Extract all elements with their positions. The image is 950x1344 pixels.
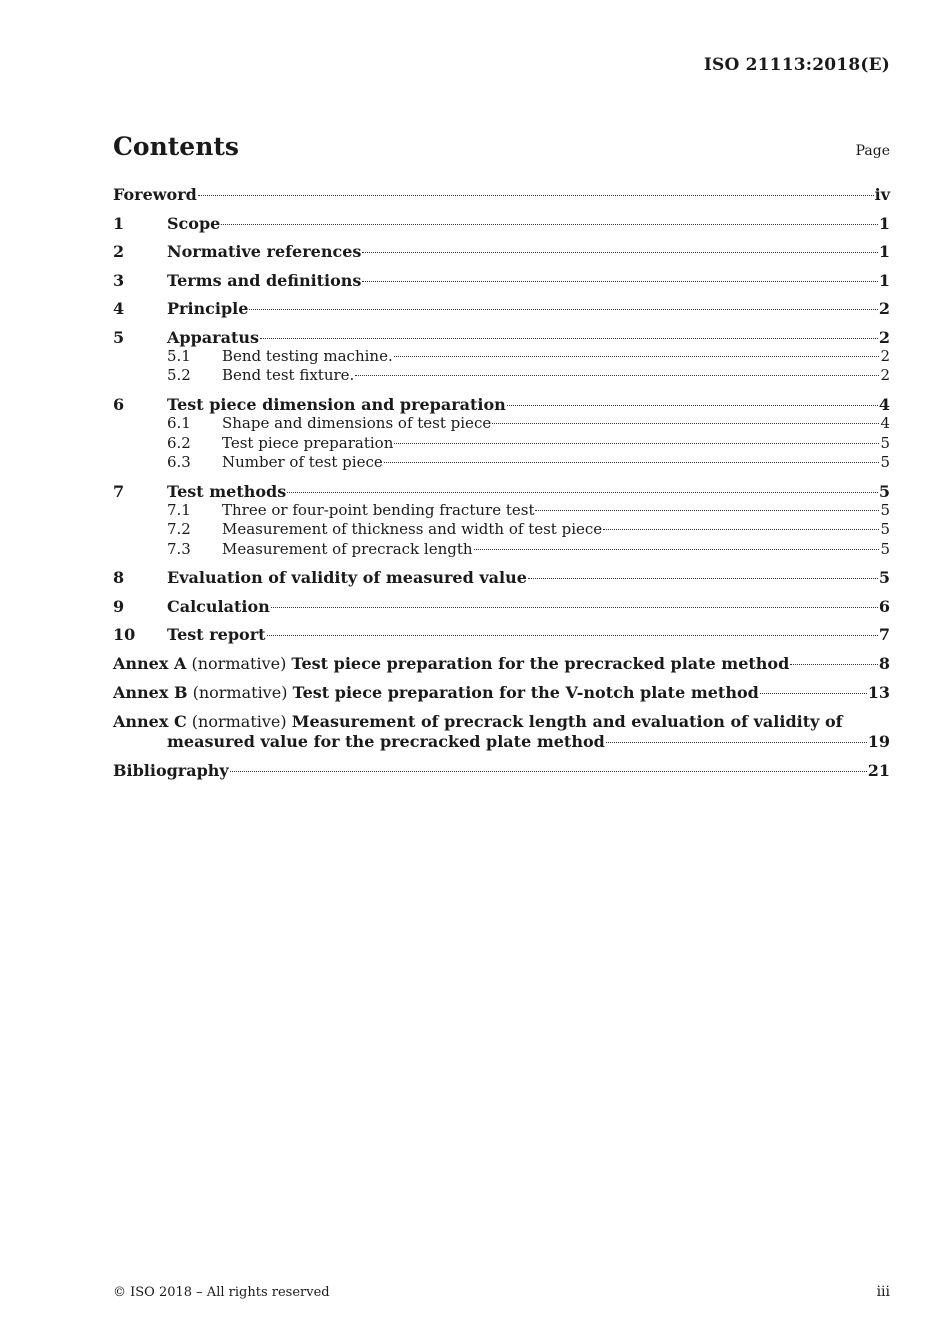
toc-number: 9 xyxy=(113,596,125,616)
toc-number: 6 xyxy=(113,394,125,414)
toc-number: 2 xyxy=(113,242,125,261)
toc-page: 5 xyxy=(878,481,890,501)
annex-page: 13 xyxy=(867,682,890,702)
toc-page: iv xyxy=(874,185,890,204)
dot-leader xyxy=(362,252,877,253)
toc-title: Normative references xyxy=(167,242,362,261)
contents-heading: Contents xyxy=(113,132,240,161)
toc-title: Terms and definitions xyxy=(167,270,362,290)
toc-title: Bibliography xyxy=(113,760,229,780)
toc-number: 7 xyxy=(113,481,125,501)
toc-subentry[interactable] xyxy=(113,414,890,433)
toc-subpage: 2 xyxy=(880,347,890,365)
toc-page: 21 xyxy=(867,760,890,780)
toc-subpage: 5 xyxy=(880,520,890,539)
toc-subpage: 5 xyxy=(880,539,890,558)
dot-leader xyxy=(394,443,879,444)
toc-entry-test-piece-dimension[interactable] xyxy=(113,396,890,473)
dot-leader xyxy=(230,771,867,772)
toc-number: 1 xyxy=(113,213,125,233)
copyright-notice: © ISO 2018 – All rights reserved xyxy=(113,1285,330,1300)
toc-subentry[interactable] xyxy=(113,520,890,539)
annex-title: Test piece preparation for the V-notch plate method xyxy=(292,682,759,702)
dot-leader xyxy=(287,492,878,493)
dot-leader xyxy=(271,607,878,608)
dot-leader xyxy=(474,549,880,550)
dot-leader xyxy=(603,529,879,530)
dot-leader xyxy=(760,693,867,694)
toc-page: 6 xyxy=(878,596,890,616)
dot-leader xyxy=(221,224,878,225)
annex-label: Annex C xyxy=(113,711,187,731)
dot-leader xyxy=(249,309,877,310)
toc-entry-bibliography[interactable] xyxy=(113,762,890,781)
toc-subtitle: Shape and dimensions of test piece xyxy=(222,414,492,433)
dot-leader xyxy=(606,742,867,743)
toc-subnumber: 7.1 xyxy=(167,501,191,520)
toc-subtitle: Three or four-point bending fracture test xyxy=(222,501,535,520)
toc-entry-calculation[interactable] xyxy=(113,598,890,617)
toc-page: 1 xyxy=(878,213,890,233)
dot-leader xyxy=(507,405,878,406)
toc-page: 4 xyxy=(878,394,890,414)
annex-title: Test piece preparation for the precracked plate method xyxy=(291,653,790,673)
toc-page: 1 xyxy=(878,242,890,261)
toc-subnumber: 5.1 xyxy=(167,347,191,365)
toc-subnumber: 6.3 xyxy=(167,453,191,472)
toc-title: Evaluation of validity of measured value xyxy=(167,568,527,588)
toc-title: Principle xyxy=(167,299,249,318)
toc-entry-principle[interactable] xyxy=(113,300,890,319)
toc-subnumber: 7.3 xyxy=(167,539,191,558)
toc-subentry[interactable] xyxy=(113,347,890,366)
toc-number: 3 xyxy=(113,270,125,290)
toc-subnumber: 7.2 xyxy=(167,520,191,539)
toc-entry-apparatus[interactable] xyxy=(113,329,890,386)
toc-entry-test-methods[interactable] xyxy=(113,483,890,560)
toc-entry-annex-a[interactable] xyxy=(113,654,890,674)
toc-subnumber: 5.2 xyxy=(167,366,191,385)
dot-leader xyxy=(492,423,879,424)
toc-subnumber: 6.1 xyxy=(167,414,191,433)
toc-page: 7 xyxy=(878,625,890,645)
annex-label: Annex B xyxy=(113,682,188,702)
toc-number: 10 xyxy=(113,625,136,645)
dot-leader xyxy=(790,664,878,665)
dot-leader xyxy=(362,281,877,282)
dot-leader xyxy=(528,578,878,579)
toc-subtitle: Bend testing machine. xyxy=(222,347,393,365)
annex-kind: (normative) xyxy=(191,711,287,731)
toc-subentry[interactable] xyxy=(113,453,890,472)
toc-title: Scope xyxy=(167,213,221,233)
toc-subpage: 5 xyxy=(880,501,890,520)
toc-subpage: 2 xyxy=(880,366,890,385)
page-number: iii xyxy=(876,1284,890,1300)
toc-entry-annex-c[interactable] xyxy=(113,712,890,752)
toc-subnumber: 6.2 xyxy=(167,433,191,452)
toc-subtitle: Measurement of thickness and width of test piece xyxy=(222,520,603,539)
annex-kind: (normative) xyxy=(192,682,288,702)
toc-subtitle: Test piece preparation xyxy=(222,433,394,452)
toc-title: Test report xyxy=(167,625,266,645)
toc-subtitle: Measurement of precrack length xyxy=(222,539,473,558)
toc-entry-test-report[interactable] xyxy=(113,626,890,645)
toc-page: 2 xyxy=(878,299,890,318)
toc-subtitle: Number of test piece xyxy=(222,453,383,472)
dot-leader xyxy=(355,375,879,376)
toc-entry-annex-b[interactable] xyxy=(113,683,890,703)
toc-number: 5 xyxy=(113,327,125,347)
toc-subentry[interactable] xyxy=(113,540,890,559)
toc-title: Foreword xyxy=(113,185,197,204)
toc-subentry[interactable] xyxy=(113,434,890,453)
toc-title: Test piece dimension and preparation xyxy=(167,394,506,414)
page-column-label: Page xyxy=(855,143,890,159)
toc-entry-terms-and-definitions[interactable] xyxy=(113,272,890,291)
toc-page: 1 xyxy=(878,270,890,290)
annex-page: 19 xyxy=(867,731,890,751)
toc-entry-evaluation-of-validity[interactable] xyxy=(113,569,890,588)
toc-subtitle: Bend test fixture. xyxy=(222,366,355,385)
toc-subentry[interactable] xyxy=(113,501,890,520)
toc-entry-normative-references[interactable] xyxy=(113,243,890,262)
annex-title: Measurement of precrack length and evaluation of validity of xyxy=(291,711,843,731)
document-id: ISO 21113:2018(E) xyxy=(703,55,890,75)
table-of-contents xyxy=(113,186,890,780)
annex-page: 8 xyxy=(878,653,890,673)
dot-leader xyxy=(394,356,880,357)
annex-title-continuation: measured value for the precracked plate method xyxy=(167,731,605,751)
toc-title: Test methods xyxy=(167,481,287,501)
annex-label: Annex A xyxy=(113,653,187,673)
toc-subentry[interactable] xyxy=(113,366,890,385)
annex-kind: (normative) xyxy=(191,653,287,673)
dot-leader xyxy=(260,338,878,339)
toc-subpage: 5 xyxy=(880,433,890,452)
toc-page: 2 xyxy=(878,327,890,347)
dot-leader xyxy=(535,510,879,511)
toc-subpage: 5 xyxy=(880,453,890,472)
toc-page: 5 xyxy=(878,568,890,588)
dot-leader xyxy=(198,195,874,196)
dot-leader xyxy=(384,462,880,463)
toc-number: 8 xyxy=(113,568,125,588)
toc-title: Calculation xyxy=(167,596,270,616)
toc-subpage: 4 xyxy=(880,414,890,433)
toc-entry-foreword[interactable] xyxy=(113,186,890,205)
toc-entry-scope[interactable] xyxy=(113,215,890,234)
dot-leader xyxy=(267,635,878,636)
toc-title: Apparatus xyxy=(167,327,259,347)
toc-number: 4 xyxy=(113,299,125,318)
